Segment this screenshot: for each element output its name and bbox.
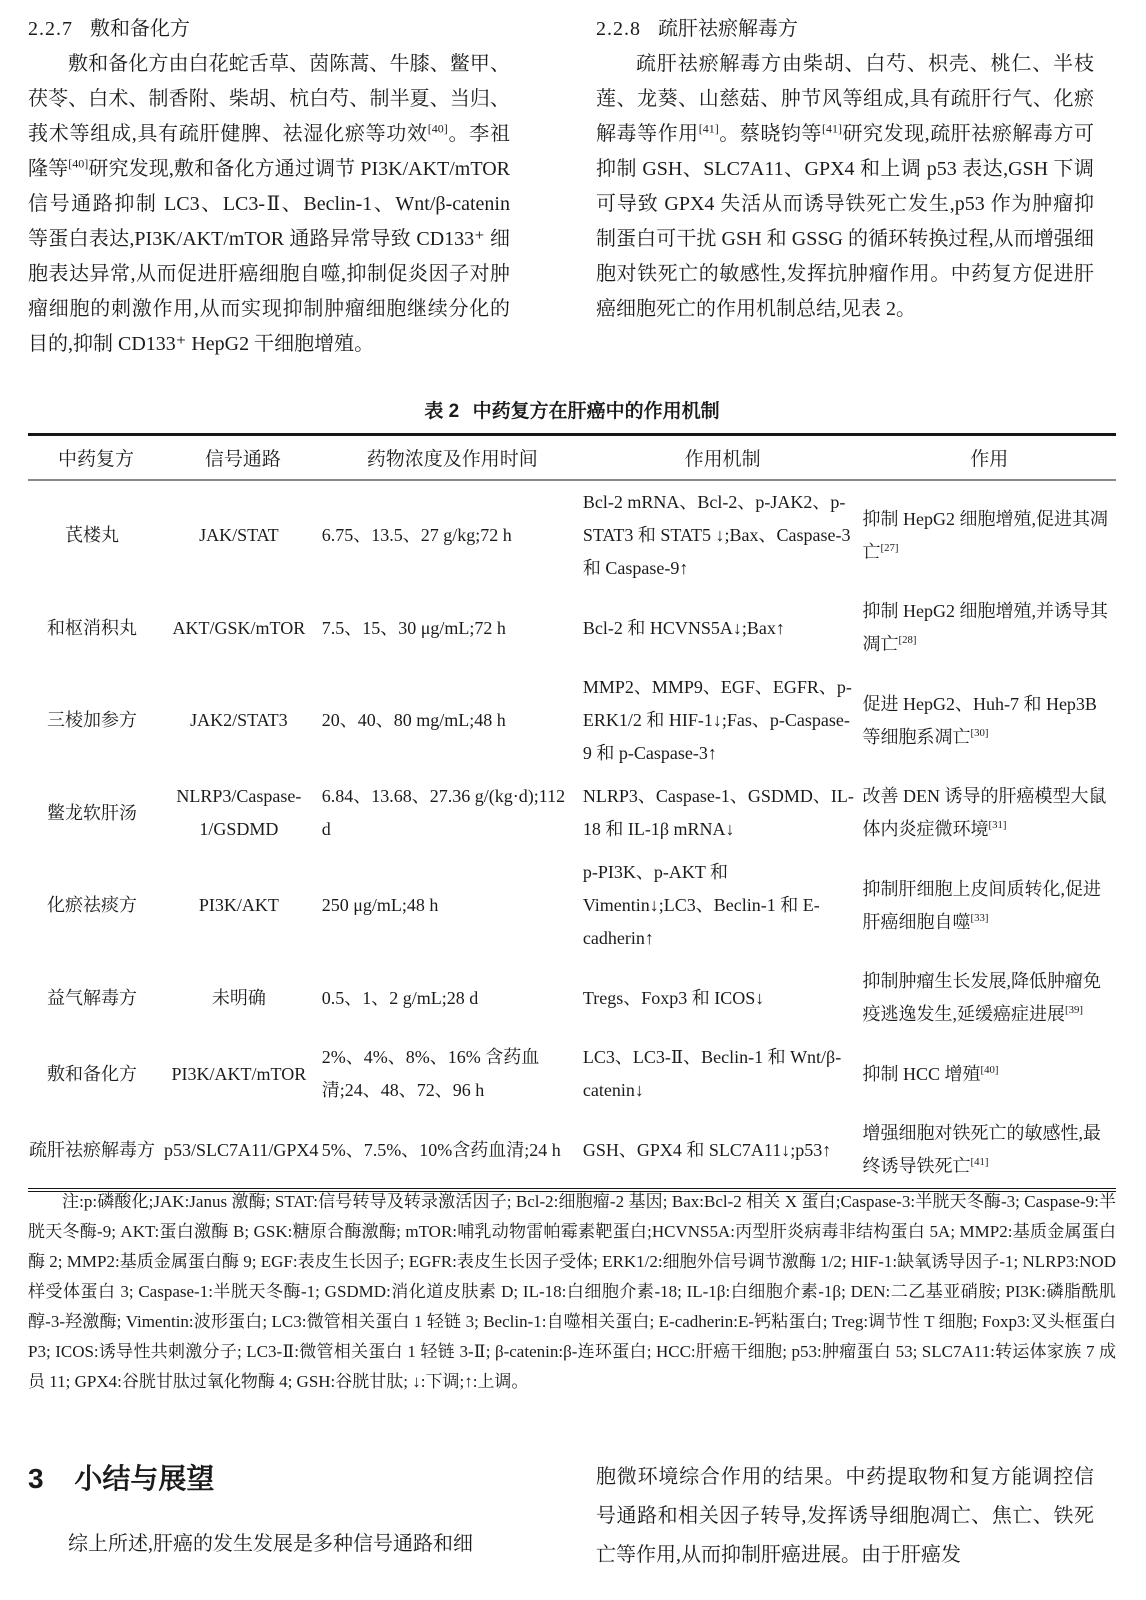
section-title: 小结与展望 bbox=[74, 1463, 215, 1494]
formula-name-cell: 鳖龙软肝汤 bbox=[47, 802, 137, 823]
effect-cell: 抑制 HepG2 细胞增殖,并诱导其凋亡[28] bbox=[862, 601, 1108, 654]
table-section bbox=[28, 399, 1116, 1192]
column-right bbox=[596, 12, 1094, 362]
mechanism-cell: MMP2、MMP9、EGF、EGFR、p-ERK1/2 和 HIF-1↓;Fas、p-Caspase-9 和 p-Caspase-3↑ bbox=[582, 677, 852, 763]
pathway-cell: 未明确 bbox=[211, 987, 266, 1008]
table-row bbox=[28, 1036, 1116, 1112]
table-row bbox=[28, 666, 1116, 775]
summary-column-left bbox=[28, 1446, 510, 1575]
effect-cell: 抑制 HCC 增殖[40] bbox=[862, 1063, 999, 1084]
section-title: 敷和备化方 bbox=[90, 18, 190, 40]
mechanism-cell: Bcl-2 mRNA、Bcl-2、p-JAK2、p-STAT3 和 STAT5 ↓;Bax、Caspase-3 和 Caspase-9↑ bbox=[582, 492, 851, 578]
pathway-cell: AKT/GSK/mTOR bbox=[172, 617, 306, 638]
table-row bbox=[28, 480, 1116, 590]
formula-name-cell: 疏肝祛瘀解毒方 bbox=[29, 1139, 155, 1160]
mechanism-table bbox=[28, 433, 1116, 1192]
column-header: 药物浓度及作用时间 bbox=[322, 435, 583, 481]
dose-duration-cell: 7.5、15、30 μg/mL;72 h bbox=[321, 617, 506, 638]
summary-paragraph-left: 综上所述,肝癌的发生发展是多种信号通路和细 bbox=[68, 1533, 473, 1555]
table-title bbox=[28, 399, 1116, 425]
section-heading-227 bbox=[28, 12, 510, 47]
pathway-cell: PI3K/AKT/mTOR bbox=[171, 1063, 307, 1084]
summary-paragraph-right: 胞微环境综合作用的结果。中药提取物和复方能调控信号通路和相关因子转导,发挥诱导细胞凋亡、焦亡、铁死亡等作用,从而抑制肝癌进展。由于肝癌发 bbox=[596, 1466, 1094, 1566]
section-number: 2.2.8 bbox=[596, 18, 641, 40]
mechanism-cell: NLRP3、Caspase-1、GSDMD、IL-18 和 IL-1β mRNA↓ bbox=[582, 786, 854, 839]
formula-name-cell: 芪楼丸 bbox=[65, 525, 119, 545]
section-title: 疏肝祛瘀解毒方 bbox=[658, 18, 798, 40]
effect-cell: 增强细胞对铁死亡的敏感性,最终诱导铁死亡[41] bbox=[862, 1123, 1101, 1176]
column-header: 作用机制 bbox=[583, 435, 863, 481]
formula-name-cell: 益气解毒方 bbox=[47, 987, 137, 1008]
formula-name-cell: 敷和备化方 bbox=[47, 1063, 137, 1084]
dose-duration-cell: 2%、4%、8%、16% 含药血清;24、48、72、96 h bbox=[321, 1047, 540, 1100]
table-row bbox=[28, 1112, 1116, 1190]
dose-duration-cell: 0.5、1、2 g/mL;28 d bbox=[321, 987, 479, 1008]
mechanism-cell: Bcl-2 和 HCVNS5A↓;Bax↑ bbox=[582, 617, 785, 638]
section-heading-3 bbox=[28, 1462, 510, 1496]
dose-duration-cell: 6.75、13.5、27 g/kg;72 h bbox=[321, 525, 512, 545]
formula-name-cell: 化瘀祛痰方 bbox=[47, 895, 137, 915]
section-227-paragraph: 敷和备化方由白花蛇舌草、茵陈蒿、牛膝、鳖甲、茯苓、白术、制香附、柴胡、杭白芍、制半夏、当归、莪术等组成,具有疏肝健脾、祛湿化瘀等功效[40]。李祖隆等[40]研究发现,敷和备化方通过调节 PI3K/AKT/mTOR 信号通路抑制 LC3、LC3-Ⅱ、Beclin-1、Wnt/β-catenin 等蛋白表达,PI3K/AKT/mTOR 通路异常导致 CD133⁺ 细胞表达异常,从而促进肝癌细胞自噬,抑制促炎因子对肿瘤细胞的刺激作用,从而实现抑制肿瘤细胞继续分化的目的,抑制 CD133⁺ HepG2 干细胞增殖。 bbox=[28, 53, 511, 355]
effect-cell: 促进 HepG2、Huh-7 和 Hep3B 等细胞系凋亡[30] bbox=[862, 693, 1097, 747]
column-left bbox=[28, 12, 510, 362]
table-header-row bbox=[28, 435, 1116, 481]
column-header: 中药复方 bbox=[28, 435, 164, 481]
table-row bbox=[28, 851, 1116, 960]
formula-name-cell: 三棱加参方 bbox=[47, 710, 137, 730]
table-row bbox=[28, 960, 1116, 1036]
pathway-cell: PI3K/AKT bbox=[198, 895, 279, 915]
table-caption: 中药复方在肝癌中的作用机制 bbox=[472, 401, 720, 422]
mechanism-cell: LC3、LC3-Ⅱ、Beclin-1 和 Wnt/β-catenin↓ bbox=[582, 1047, 842, 1100]
section-228-paragraph: 疏肝祛瘀解毒方由柴胡、白芍、枳壳、桃仁、半枝莲、龙葵、山慈菇、肿节风等组成,具有疏肝行气、化瘀解毒等作用[41]。蔡晓钧等[41]研究发现,疏肝祛瘀解毒方可抑制 GSH、SLC7A11、GPX4 和上调 p53 表达,GSH 下调可导致 GPX4 失活从而诱导铁死亡发生,p53 作为肿瘤抑制蛋白可干扰 GSH 和 GSSG 的循环转换过程,从而增强细胞对铁死亡的敏感性,发挥抗肿瘤作用。中药复方促进肝癌细胞死亡的作用机制总结,见表 2。 bbox=[596, 53, 1095, 320]
pathway-cell: NLRP3/Caspase-1/GSDMD bbox=[176, 786, 302, 839]
effect-cell: 抑制肿瘤生长发展,降低肿瘤免疫逃逸发生,延缓癌症进展[39] bbox=[862, 971, 1101, 1024]
pathway-cell: p53/SLC7A11/GPX4 bbox=[164, 1139, 319, 1160]
column-header: 作用 bbox=[862, 435, 1116, 481]
section-number: 2.2.7 bbox=[28, 18, 73, 40]
effect-cell: 抑制肝细胞上皮间质转化,促进肝癌细胞自噬[33] bbox=[862, 878, 1101, 932]
mechanism-cell: p-PI3K、p-AKT 和 Vimentin↓;LC3、Beclin-1 和 E-cadherin↑ bbox=[582, 862, 820, 948]
pathway-cell: JAK2/STAT3 bbox=[190, 710, 288, 730]
body-text-section bbox=[28, 12, 1116, 362]
mechanism-cell: GSH、GPX4 和 SLC7A11↓;p53↑ bbox=[582, 1139, 832, 1160]
pathway-cell: JAK/STAT bbox=[199, 525, 279, 545]
effect-cell: 改善 DEN 诱导的肝癌模型大鼠体内炎症微环境[31] bbox=[862, 786, 1107, 839]
section-heading-228 bbox=[596, 12, 1094, 47]
table-row bbox=[28, 775, 1116, 851]
table-row bbox=[28, 590, 1116, 666]
dose-duration-cell: 5%、7.5%、10%含药血清;24 h bbox=[321, 1139, 561, 1160]
column-header: 信号通路 bbox=[164, 435, 322, 481]
mechanism-cell: Tregs、Foxp3 和 ICOS↓ bbox=[582, 987, 765, 1008]
summary-column-right bbox=[596, 1446, 1094, 1575]
effect-cell: 抑制 HepG2 细胞增殖,促进其凋亡[27] bbox=[862, 508, 1108, 562]
table-notes: 注:p:磷酸化;JAK:Janus 激酶; STAT:信号转导及转录激活因子; Bcl-2:细胞瘤-2 基因; Bax:Bcl-2 相关 X 蛋白;Caspase-3:半胱天冬酶-3; Caspase-9:半胱天冬酶-9; AKT:蛋白激酶 B; GSK:糖原合酶激酶; mTOR:哺乳动物雷帕霉素靶蛋白;HCVNS5A:丙型肝炎病毒非结构蛋白 5A; MMP2:基质金属蛋白酶 2; MMP2:基质金属蛋白酶 9; EGF:表皮生长因子; EGFR:表皮生长因子受体; ERK1/2:细胞外信号调节激酶 1/2; HIF-1:缺氧诱导因子-1; NLRP3:NOD 样受体蛋白 3; Caspase-1:半胱天冬酶-1; GSDMD:消化道皮肤素 D; IL-18:白细胞介素-18; IL-1β:白细胞介素-1β; DEN:二乙基亚硝胺; PI3K:磷脂酰肌醇-3-羟激酶; Vimentin:波形蛋白; LC3:微管相关蛋白 1 轻链 3; Beclin-1:自噬相关蛋白; E-cadherin:E-钙粘蛋白; Treg:调节性 T 细胞; Foxp3:叉头框蛋白 P3; ICOS:诱导性共刺激分子; LC3-Ⅱ:微管相关蛋白 1 轻链 3-Ⅱ; β-catenin:β-连环蛋白; HCC:肝癌干细胞; p53:肿瘤蛋白 53; SLC7A11:转运体家族 7 成员 11; GPX4:谷胱甘肽过氧化物酶 4; GSH:谷胱甘肽; ↓:下调;↑:上调。 bbox=[28, 1192, 1116, 1391]
section-number: 3 bbox=[28, 1463, 44, 1494]
dose-duration-cell: 20、40、80 mg/mL;48 h bbox=[321, 710, 506, 730]
dose-duration-cell: 250 μg/mL;48 h bbox=[321, 895, 439, 915]
summary-section bbox=[28, 1446, 1116, 1575]
table-label: 表 2 bbox=[424, 401, 460, 422]
formula-name-cell: 和枢消积丸 bbox=[47, 617, 137, 638]
dose-duration-cell: 6.84、13.68、27.36 g/(kg·d);112 d bbox=[321, 786, 566, 839]
